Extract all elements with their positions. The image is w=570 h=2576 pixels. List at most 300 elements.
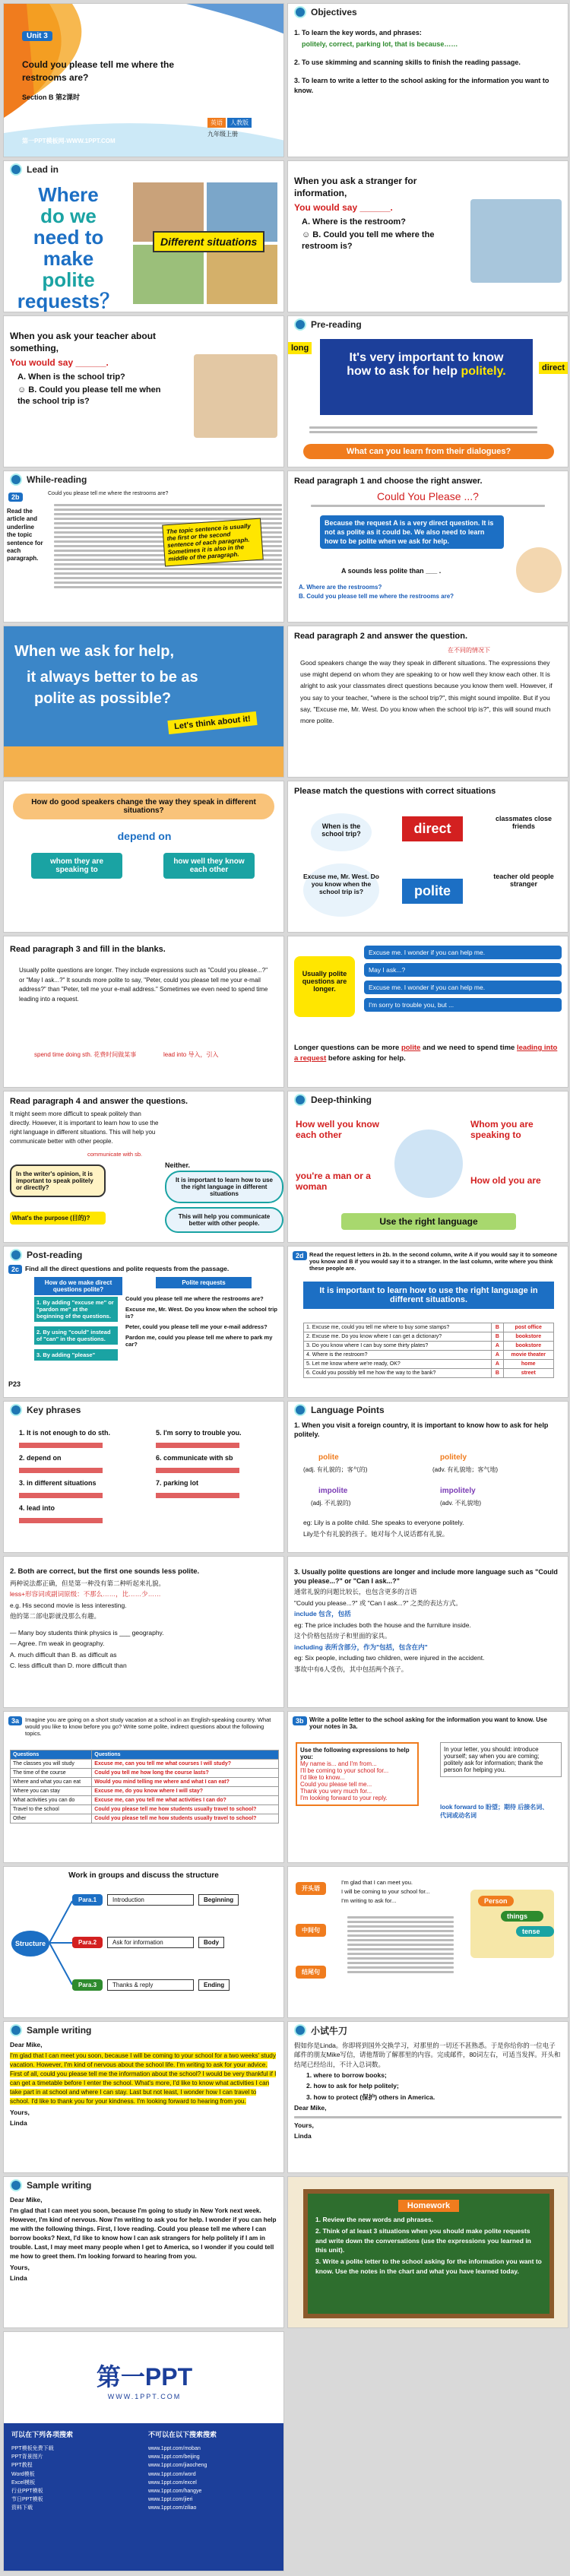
direct-tag: direct: [539, 362, 568, 374]
writing-lines: [294, 2116, 562, 2118]
label-closing: 结尾句: [296, 1966, 326, 1979]
cell-topic: The classes you will study: [11, 1760, 92, 1769]
slide-28-try: [287, 2021, 568, 2173]
instruction: Read paragraph 3 and fill in the blanks.: [10, 945, 166, 954]
para-row-2: [72, 1937, 224, 1948]
request-2: Excuse me, Mr. West. Do you know when the school trip is?: [125, 1306, 277, 1320]
instruction: Read paragraph 2 and answer the question.: [294, 632, 467, 641]
slide-11-depend-on: [3, 781, 284, 933]
word-6: requests？: [17, 290, 120, 312]
slide-31-footer: [3, 2331, 284, 2571]
direct-label: direct: [402, 816, 463, 841]
signature: Linda: [10, 2119, 27, 2128]
logo-area: [4, 2332, 284, 2423]
sound-line: A sounds less polite than ___ .: [341, 567, 442, 575]
you-would-say: You would say ______.: [294, 202, 393, 214]
title-text: Language Points: [311, 1405, 385, 1415]
unit-badge: Unit 3: [22, 31, 52, 41]
slide-7-while-reading: [3, 471, 284, 623]
slide-21-less-polite: [3, 1556, 284, 1708]
text-lines: [309, 424, 537, 436]
note-1: spend time doing sth. 花费时间做某事: [34, 1051, 137, 1058]
summary-part-3: before asking for help.: [328, 1054, 406, 1063]
factor-gender: you're a man or a woman: [296, 1171, 371, 1192]
slide-title: [288, 4, 568, 21]
cell-place: bookstore: [503, 1342, 554, 1351]
key-person: Person: [478, 1896, 514, 1906]
slide-13-paragraph-3: [3, 936, 284, 1088]
expressions-title: Use the following expressions to help you:: [300, 1747, 410, 1760]
expression-line: I'll be coming to your school for...: [300, 1767, 389, 1774]
slide-title: [4, 471, 283, 488]
objective-2: 2. To use skimming and scanning skills to finish the reading passage.: [294, 59, 521, 67]
expression-line: My name is... and I'm from...: [300, 1760, 377, 1767]
slide-17-post-reading: [3, 1246, 284, 1398]
bullet-icon: [10, 1249, 22, 1261]
cell-ab: B: [492, 1332, 503, 1342]
phrases-left: [19, 1429, 110, 1523]
exercise-cd: C. less difficult than D. more difficult than: [10, 1662, 127, 1670]
cell-topic: Where and what you can eat: [11, 1778, 92, 1787]
answer-bar: [156, 1493, 239, 1498]
homework-title: Homework: [398, 2200, 459, 2212]
cell-sentence: 2. Excuse me. Do you know where I can get a dictionary?: [304, 1332, 492, 1342]
paragraph-3: Usually polite questions are longer. They include expressions such as "Could you please...?" or "May I ask...?" It sounds more polite to say, "Peter, could you please tell me your e-mail address?" than "Peter, tell me your e-mail address." Sometimes we even need to spend time leading into a request.: [19, 966, 268, 1003]
sentence-2: I will be coming to your school for...: [341, 1888, 430, 1895]
cell-place: street: [503, 1369, 554, 1378]
caption-box: Different situations: [153, 231, 264, 252]
slide-1-cover: [3, 3, 284, 157]
para-row-1: [72, 1894, 239, 1906]
cell-ab: A: [492, 1351, 503, 1360]
slide-16-deep-thinking: [287, 1091, 568, 1243]
cover-section: Section B 第2课时: [22, 93, 81, 101]
photo-3: [133, 245, 204, 304]
footer-link-url[interactable]: www.1ppt.com/beijing: [148, 2454, 200, 2460]
title-text: While-reading: [27, 474, 87, 485]
para-3-part: Ending: [198, 1979, 230, 1991]
table-row: [11, 1814, 279, 1823]
para-row-3: [72, 1979, 230, 1991]
letter-text: I'm glad that I can meet you soon, because I will be coming to your school for a two weeks' study vacation. However, I'm kind of nervous about the school life. I'm writing to ask for your advice. First of all, could you please tell me the information about the school? I would be very thankful if I can get a timetable before I enter the school. What's more, I'd like to know what activities I can take part in at school and where I can stay. Last but not least, I wonder how I can travel to school. I'd like to thank you for your kindness. I'm looking forward to hearing from you.: [10, 2052, 277, 2105]
factor-age: How old you are: [470, 1175, 541, 1186]
method-2: 2. By using "could" instead of "can" in the questions.: [34, 1326, 118, 1345]
activity-tag: 2b: [8, 493, 23, 502]
table-row: [11, 1796, 279, 1805]
including-example: eg: Six people, including two children, were injured in the accident.: [294, 1654, 485, 1662]
paragraph-2: Good speakers change the way they speak in different situations. The expressions they use might depend on whom they are speaking to or how well they know each other. It is alright to ask your classmates direct questions because you know them well. However, if you say to your teacher, "where is the school trip?", this might sound impolite. But if you say, "Excuse me, Mr. West. Do you know when the school trip is?", this will sound much more polite.: [300, 658, 553, 725]
col-header-topic: Questions: [11, 1751, 92, 1760]
question-1: When is the school trip?: [311, 813, 372, 851]
cell-ab: B: [492, 1369, 503, 1378]
cell-place: movie theater: [503, 1351, 554, 1360]
requests-list: [125, 1295, 277, 1348]
para-2-part: Body: [198, 1937, 224, 1948]
cover-brand: 第一PPT模板网-WWW.1PPT.COM: [22, 138, 116, 144]
para-2-content: Ask for information: [107, 1937, 194, 1948]
bullet-icon: [10, 2024, 22, 2036]
instruction: Read paragraph 1 and choose the right answer.: [294, 477, 483, 486]
bullet-icon: [10, 2179, 22, 2191]
sign-off: Yours,: [10, 2263, 30, 2271]
links-panel: [4, 2423, 284, 2571]
logo-url: WWW.1PPT.COM: [107, 2393, 182, 2400]
point-1: 1. When you visit a foreign country, it is important to know how to ask for help politely.: [294, 1421, 549, 1439]
slide-9-think: [3, 626, 284, 778]
header-left: How do we make direct questions polite?: [34, 1277, 122, 1295]
slide-title: [288, 1402, 568, 1418]
option-b-text: B. Could you tell me where the restroom is?: [302, 230, 435, 252]
expression-4: I'm sorry to trouble you, but ...: [364, 998, 562, 1012]
subject-badge: 英语: [207, 118, 226, 128]
page-ref: P23: [8, 1380, 21, 1388]
method-1: 1. By adding "excuse me" or "pardon me" at the beginning of the questions.: [34, 1297, 118, 1322]
slide-18-2d: [287, 1246, 568, 1398]
stranger-photo: [470, 199, 562, 283]
topic-sentence-note: The topic sentence is usually the first or the second sentence of each paragraph. Sometimes it is also in the middle of the paragraph.: [162, 518, 264, 567]
table-row: [304, 1351, 554, 1360]
footer-link[interactable]: PPT模板免费下载: [11, 2446, 54, 2451]
including-def: including 表所含部分，作为"包括，包含在内": [294, 1643, 428, 1651]
slide-title: [4, 2022, 283, 2039]
teacher-photo: [194, 354, 277, 438]
slide-2-objectives: [287, 3, 568, 157]
polite-label: polite: [402, 879, 463, 904]
expressions-box: [296, 1742, 419, 1806]
option-b-text: B. Could you please tell me when the school trip is?: [17, 385, 161, 407]
option-b: ☺ B. Could you tell me where the restroom is?: [302, 230, 435, 252]
slide-29-sample-writing-2: [3, 2176, 284, 2328]
situation-2: teacher old people stranger: [493, 873, 554, 888]
cell-question: Could you tell me how long the course lasts?: [92, 1769, 279, 1778]
cell-sentence: 1. Excuse me, could you tell me where to buy some stamps?: [304, 1323, 492, 1332]
instruction: Please match the questions with correct situations: [294, 787, 496, 796]
sentence-lines: [347, 1914, 454, 1976]
include-example-zh: 这个价格包括房子和里面的家具。: [294, 1632, 391, 1640]
footer-link[interactable]: PPT背景图片: [11, 2454, 43, 2460]
letter-body: I'm glad that I can meet you soon, because I'm going to study in New York next week. However, I'm kind of nervous. Now I'm writing to ask you for help. I wonder if you can help me with the following things. First, I love reading. Could you please tell me where I can borrow books? Next, I'd like to know how I can ask strangers for help politely if I am in trouble. Last, I may meet many people when I get to America, so I wonder if you could tell me how to greet them. I'm looking forward to hearing from you.: [10, 2207, 277, 2260]
footer-link[interactable]: Word模板: [11, 2471, 35, 2477]
exercise-q2: — Agree. I'm weak in geography.: [10, 1640, 105, 1648]
think-line-3: polite as possible?: [34, 690, 172, 707]
slide-title: [4, 161, 283, 178]
option-a: A. Where is the restroom?: [302, 217, 406, 227]
footer-link[interactable]: 行业PPT模板: [11, 2488, 43, 2494]
cover-question: Could you please tell me where the restrooms are?: [22, 59, 175, 83]
title-text: Sample writing: [27, 2025, 92, 2036]
phrase-2: 2. depend on: [19, 1454, 62, 1462]
slide-12-match: [287, 781, 568, 933]
cell-sentence: 3. Do you know where I can buy some thirty plates?: [304, 1342, 492, 1351]
side-label: Usually polite questions are longer.: [294, 956, 355, 1017]
title-text: 小试牛刀: [311, 2025, 348, 2036]
answer-bar: [156, 1443, 239, 1448]
sentence-1: I'm glad that I can meet you.: [341, 1879, 413, 1886]
article-lines: [311, 505, 545, 507]
sample-sentences: [341, 1879, 455, 1904]
col-header-question: Questions: [92, 1751, 279, 1760]
slide-title: [4, 1402, 283, 1418]
cell-question: Could you please tell me how students usually travel to school?: [92, 1805, 279, 1814]
slide-8-paragraph-1: [287, 471, 568, 623]
title-text: Deep-thinking: [311, 1095, 372, 1105]
bullet-icon: [294, 6, 306, 18]
slide-title: [288, 316, 568, 333]
links-list-1: [11, 2445, 141, 2513]
pos-polite: (adj. 有礼貌的；客气的): [303, 1466, 368, 1473]
footer-link[interactable]: PPT教程: [11, 2463, 33, 2469]
center-illustration: [394, 1130, 463, 1198]
banner-line-1: It's very important to know: [349, 351, 504, 364]
answer-bar: [19, 1518, 103, 1523]
rule-zh: less+形容词或副词原级：不那么……，比……少……: [10, 1590, 161, 1599]
word-3: need to: [33, 226, 104, 249]
cell-sentence: 6. Could you possibly tell me how the way to the bank?: [304, 1369, 492, 1378]
signature: Linda: [294, 2132, 312, 2140]
banner-phrase: how to ask for help: [347, 365, 458, 378]
slide-3-lead-in: [3, 160, 284, 312]
long-tag: long: [288, 342, 312, 354]
cell-ab: A: [492, 1360, 503, 1369]
example-zh: 他的第二部电影就没那么有趣。: [10, 1612, 101, 1621]
answer-bar: [19, 1443, 103, 1448]
cell-question: Would you mind telling me where and what I can eat?: [92, 1778, 279, 1787]
bullet-icon: [10, 474, 22, 486]
think-line-1: When we ask for help,: [14, 643, 175, 660]
activity-tag: 3b: [293, 1716, 307, 1725]
slide-title: [288, 2022, 568, 2039]
links-heading-2: 不可以在以下搜索搜索: [148, 2431, 217, 2438]
summary-part-1: Longer questions can be more: [294, 1044, 400, 1052]
side-instruction: Read the article and underline the topic sentence for each paragraph.: [7, 508, 43, 562]
footer-link-url[interactable]: www.1ppt.com/jieri: [148, 2497, 193, 2503]
request-3: Peter, could you please tell me your e-mail address?: [125, 1323, 268, 1330]
cell-question: Excuse me, can you tell me what activities I can do?: [92, 1796, 279, 1805]
cell-topic: What activities you can do: [11, 1796, 92, 1805]
request-4: Pardon me, could you please tell me where to park my car?: [125, 1334, 273, 1348]
bullet-icon: [10, 163, 22, 176]
include-def: include 包含，包括: [294, 1610, 351, 1618]
summary-part-2: and we need to spend time: [422, 1044, 515, 1052]
article-title: Could you please tell me where the restrooms are?: [48, 491, 169, 496]
edition-badge: 人教版: [227, 118, 252, 128]
footer-link[interactable]: Excel模板: [11, 2479, 36, 2486]
slide-20-language-points: [287, 1401, 568, 1553]
answer-a: A. Where are the restrooms?: [299, 584, 382, 591]
sign-off: Yours,: [294, 2121, 314, 2129]
slide-title: [288, 1092, 568, 1108]
cell-ab: A: [492, 1342, 503, 1351]
signature: Linda: [10, 2274, 27, 2283]
sound-text: A sounds less polite than: [341, 567, 424, 575]
you-would-say-text: You would say: [10, 357, 74, 369]
expression-list: [364, 946, 562, 1012]
label-opening: 开头语: [296, 1882, 326, 1895]
pos-impolite: (adj. 不礼貌的): [311, 1500, 351, 1507]
section-labels: [296, 1882, 326, 1979]
activity-tag: 2d: [293, 1251, 307, 1260]
slide-23-3a: [3, 1711, 284, 1863]
greeting: Dear Mike,: [10, 2041, 43, 2048]
you-would-say-text: You would say: [294, 202, 358, 214]
word-1: Where: [38, 183, 99, 206]
summary-sentence: [294, 1043, 560, 1065]
explanation-box: Because the request A is a very direct question. It is not as polite as it could be. We also need to learn how to be polite when we ask for help.: [320, 515, 504, 549]
footer-link[interactable]: 资料下载: [11, 2505, 33, 2511]
point-2-zh: 两种说法都正确，但是第一种没有第二种听起来礼貌。: [10, 1579, 166, 1587]
including-example-zh: 事故中有6人受伤，其中包括两个孩子。: [294, 1665, 408, 1673]
homework-header: [315, 2201, 542, 2210]
table-row: [304, 1369, 554, 1378]
label-middle: 中间句: [296, 1924, 326, 1937]
slide-14-longer: [287, 936, 568, 1088]
title-text: Lead in: [27, 164, 59, 175]
cell-question: Could you please tell me how students usually travel to school?: [92, 1814, 279, 1823]
cell-place: bookstore: [503, 1332, 554, 1342]
slide-22-include: [287, 1556, 568, 1708]
table-row: [11, 1805, 279, 1814]
footer-link[interactable]: 节日PPT模板: [11, 2497, 43, 2503]
instruction: Imagine you are going on a short study vacation at a school in an English-speaking country. What would you like to know before you go? Write some polite, indirect questions about the following topics.: [25, 1716, 271, 1737]
edition-block: [207, 118, 252, 128]
table-row: [11, 1760, 279, 1769]
lead-question: [11, 184, 125, 312]
key-tense: tense: [516, 1926, 554, 1937]
conclusion-band: Use the right language: [341, 1213, 516, 1230]
title-text: Sample writing: [27, 2180, 92, 2191]
bullet-icon: [294, 318, 306, 331]
bullet-icon: [294, 1094, 306, 1106]
slide-30-homework: [287, 2176, 568, 2328]
instruction: Write a polite letter to the school asking for the information you want to know. Use your notes in 3a.: [309, 1716, 547, 1730]
sentence-3: I'm writing to ask for...: [341, 1897, 397, 1904]
links-list-2: [148, 2445, 277, 2513]
title-text: Key phrases: [27, 1405, 81, 1415]
slide-24-3b: [287, 1711, 568, 1863]
chalkboard: [303, 2189, 554, 2318]
bullet-icon: [294, 1404, 306, 1416]
objective-3: 3. To learn to write a letter to the school asking for the information you want to know.: [294, 77, 549, 94]
tip: look forward to 盼望；期待 后接名词、代词或动名词: [440, 1804, 549, 1819]
task-item-2: 2. how to ask for help politely;: [306, 2082, 399, 2090]
word-polite: polite: [318, 1453, 339, 1462]
method-3: 3. By adding "please": [34, 1349, 118, 1361]
purpose-label: What's the purpose (目的)?: [10, 1212, 106, 1225]
homework-2: 2. Think of at least 3 situations when you should make polite requests and write down the conversations (use the expressions you learned in this unit).: [315, 2227, 531, 2254]
think-line-2: it always better to be as: [27, 669, 198, 686]
footer-link-url[interactable]: www.1ppt.com/moban: [148, 2446, 201, 2451]
table-row: [304, 1332, 554, 1342]
instruction: Read paragraph 4 and answer the questions.: [10, 1097, 188, 1106]
cell-question: Excuse me, do you know where I will stay?: [92, 1787, 279, 1796]
structure-root: Structure: [11, 1931, 49, 1957]
illustration-strip: [4, 746, 284, 777]
para-3-label: Para.3: [72, 1979, 103, 1991]
point-3: 3. Usually polite questions are longer and include more language such as "Could you please...?" or "Can I ask...?": [294, 1568, 558, 1586]
prompt-text: When you ask a stranger for information,: [294, 176, 417, 199]
example: eg: Lily is a polite child. She speaks to everyone politely.: [303, 1519, 464, 1526]
footer-link-url[interactable]: www.1ppt.com/ziliao: [148, 2505, 197, 2511]
cell-question: Excuse me, can you tell me what courses I will study?: [92, 1760, 279, 1769]
pos-politely: (adv. 有礼貌地；客气地): [432, 1466, 499, 1473]
para-3-content: Thanks & reply: [107, 1979, 194, 1991]
slide-title: [4, 1247, 283, 1263]
factor-2: how well they know each other: [163, 853, 255, 879]
important-banner: It is important to learn how to use the right language in different situations.: [303, 1282, 554, 1309]
homework-1: 1. Review the new words and phrases.: [315, 2216, 433, 2223]
cell-topic: The time of the course: [11, 1769, 92, 1778]
pos-impolitely: (adv. 不礼貌地): [440, 1500, 482, 1507]
methods-list: [34, 1297, 118, 1361]
key-points-card: [470, 1890, 554, 1958]
speaker-illustration: [516, 547, 562, 593]
grade-label: 九年级上册: [207, 131, 238, 138]
cell-ab: B: [492, 1323, 503, 1332]
phrase-3: 3. in different situations: [19, 1479, 97, 1487]
para-1-label: Para.1: [72, 1894, 103, 1906]
expression-3: Excuse me. I wonder if you can help me.: [364, 981, 562, 994]
footer-link-url[interactable]: www.1ppt.com/hangye: [148, 2488, 202, 2494]
prompt-text: When you ask your teacher about something,: [10, 331, 157, 354]
phrase-4: 4. lead into: [19, 1504, 55, 1512]
table-row: [11, 1778, 279, 1787]
arrow-note: communicate with sb.: [87, 1151, 143, 1158]
footer-link-url[interactable]: www.1ppt.com/jiaocheng: [148, 2463, 207, 2469]
word-4: make: [43, 247, 94, 270]
task-item-1: 1. where to borrow books;: [306, 2071, 387, 2079]
footer-link-url[interactable]: www.1ppt.com/word: [148, 2471, 196, 2477]
task-description: 假如你是Linda。你即将到国外交换学习，对那里的一切还不甚熟悉。于是你给你的一位电子邮件的朋友Mike写信，请他帮助了解那里的内容。完成邮件，80词左右，可适当发挥。开头和结尾已经给出，不计入总词数。: [294, 2042, 561, 2068]
slide-4-stranger: [287, 160, 568, 312]
word-impolite: impolite: [318, 1487, 348, 1495]
include-example: eg: The price includes both the house and the furniture inside.: [294, 1621, 471, 1629]
para-2-label: Para.2: [72, 1937, 103, 1948]
example: e.g. His second movie is less interesting.: [10, 1601, 127, 1609]
title-text: Objectives: [311, 7, 357, 17]
structure-title: Work in groups and discuss the structure: [68, 1871, 219, 1880]
bullet-icon: [294, 2024, 306, 2036]
paragraph-4: It might seem more difficult to speak politely than directly. However, it is important to learn how to use the right language in different situations. This will help you communicate better with other people.: [10, 1110, 159, 1145]
cell-place: home: [503, 1360, 554, 1369]
questions-table: [10, 1750, 279, 1823]
links-heading-1: 可以在下列各项搜索: [11, 2431, 74, 2438]
phrase-6: 6. communicate with sb: [156, 1454, 233, 1462]
blank-2: leading into a request: [294, 1044, 558, 1063]
activity-tag: 2c: [8, 1265, 22, 1274]
task-item-3: 3. how to protect (保护) others in America.: [306, 2093, 435, 2101]
instruction: Read the request letters in 2b. In the second column, write A if you would say it to someone you know and B if you would say it to a stranger. In the last column, write where you think these people are.: [309, 1251, 558, 1272]
word-5: polite: [42, 268, 95, 291]
situation-1: classmates close friends: [495, 815, 553, 830]
slide-15-paragraph-4: [3, 1091, 284, 1243]
slide-10-paragraph-2: [287, 626, 568, 778]
expression-line: I'd like to know...: [300, 1774, 345, 1781]
answer-bar: [19, 1493, 103, 1498]
table-row: [304, 1323, 554, 1332]
answer-b: B. Could you please tell me where the restrooms are?: [299, 593, 454, 600]
word-impolitely: impolitely: [440, 1487, 476, 1495]
answer-bubble-1: It is important to learn how to use the right language in different situations: [165, 1171, 283, 1203]
activity-tag: 3a: [8, 1716, 22, 1725]
expression-line: Thank you very much for...: [300, 1788, 372, 1795]
footer-link-url[interactable]: www.1ppt.com/excel: [148, 2479, 197, 2486]
expression-line: I'm looking forward to your reply.: [300, 1795, 388, 1801]
option-a: A. When is the school trip?: [17, 372, 125, 382]
expression-2: May I ask...?: [364, 963, 562, 977]
homework-3: 3. Write a polite letter to the school asking for the information you want to know. Use the notes in the chart and what you have learned today.: [315, 2258, 542, 2275]
slide-title: [4, 2177, 283, 2194]
cell-topic: Travel to the school: [11, 1805, 92, 1814]
